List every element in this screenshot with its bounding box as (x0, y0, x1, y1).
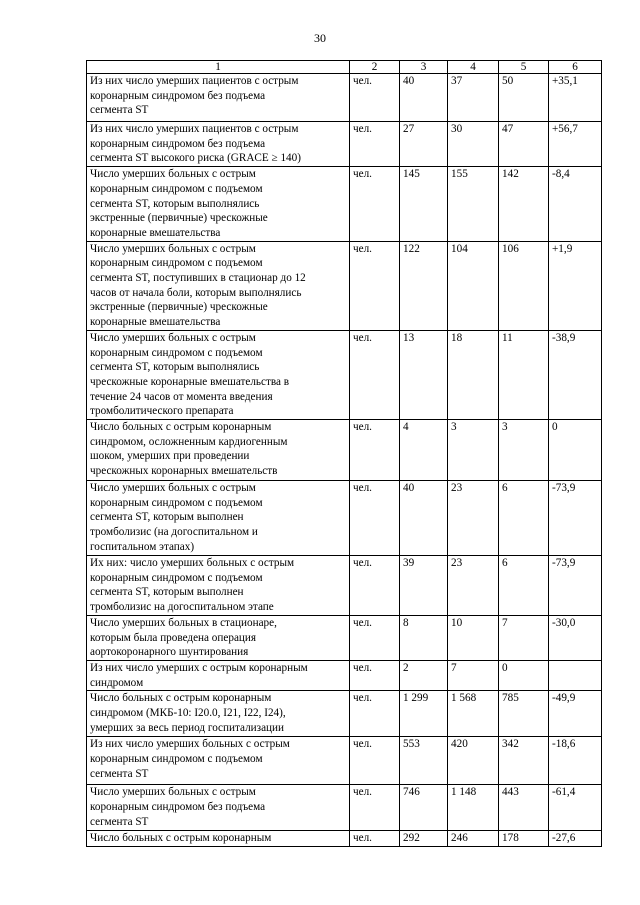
row-label-line: Из них число умерших пациентов с острым (90, 123, 299, 135)
row-unit: чел. (350, 241, 400, 330)
value-col-3: 292 (400, 830, 448, 846)
value-col-3: 40 (400, 481, 448, 556)
value-col-5: 50 (499, 74, 549, 122)
row-label-line: шоком, умерших при проведении (90, 450, 250, 463)
row-label-line: Из них число умерших пациентов с острым (90, 75, 299, 87)
row-label (87, 330, 350, 419)
row-label-line: коронарным синдромом с подъемом (90, 257, 263, 270)
row-label-line: Число умерших больных в стационаре, (90, 616, 277, 629)
row-label-line: Число умерших больных с острым (90, 242, 256, 255)
row-label-line: Из них число умерших с острым коронарным (90, 661, 308, 674)
value-col-3: 553 (400, 737, 448, 785)
row-unit: чел. (350, 660, 400, 690)
row-unit: чел. (350, 330, 400, 419)
value-col-5: 142 (499, 167, 549, 242)
value-col-6 (549, 660, 602, 690)
row-unit: чел. (350, 420, 400, 481)
row-label-line: коронарным синдромом с подъемом (90, 346, 263, 359)
row-unit: чел. (350, 691, 400, 737)
row-unit: чел. (350, 785, 400, 830)
row-label-line: коронарным синдромом с подъемом (90, 753, 263, 766)
value-col-6: -30,0 (549, 615, 602, 660)
value-col-5: 3 (499, 420, 549, 481)
row-label (87, 830, 350, 846)
row-unit: чел. (350, 167, 400, 242)
row-label-line: коронарным синдромом без подъема (90, 801, 266, 814)
table-row (87, 830, 602, 846)
value-col-6: -18,6 (549, 737, 602, 785)
row-label (87, 691, 350, 737)
header-cell-6: 6 (549, 61, 602, 74)
table-row (87, 330, 602, 419)
row-label-line: сегмента ST, поступивших в стационар до 12 (90, 272, 306, 285)
table-row (87, 122, 602, 167)
row-label-line: аортокоронарного шунтирования (90, 646, 249, 659)
row-label-line: сегмента ST, которым выполнен (90, 511, 244, 524)
row-label-line: коронарным синдромом без подъема (90, 137, 266, 150)
value-col-6: -73,9 (549, 556, 602, 616)
row-label-line: коронарным синдромом с подъемом (90, 182, 263, 195)
table-row (87, 691, 602, 737)
table-row (87, 167, 602, 242)
value-col-6: -8,4 (549, 167, 602, 242)
value-col-5: 342 (499, 737, 549, 785)
row-label-line: Число больных с острым коронарным (90, 692, 272, 705)
row-label (87, 785, 350, 830)
row-label (87, 737, 350, 785)
value-col-3: 40 (400, 74, 448, 122)
header-cell-3: 3 (400, 61, 448, 74)
value-col-4: 3 (448, 420, 499, 481)
table-row (87, 737, 602, 785)
value-col-5: 0 (499, 660, 549, 690)
row-label-line: Из них число умерших больных с острым (90, 738, 290, 751)
row-label-line: течение 24 часов от момента введения (90, 390, 273, 403)
header-cell-2: 2 (350, 61, 400, 74)
row-label-line: синдромом, осложненным кардиогенным (90, 435, 288, 448)
table-row (87, 420, 602, 481)
row-label-line: сегмента ST высокого риска (GRACE ≥ 140) (90, 152, 301, 165)
value-col-3: 27 (400, 122, 448, 167)
row-label-line: тромболитического препарата (90, 405, 234, 418)
row-label-line: синдромом (90, 676, 144, 689)
value-col-4: 1 568 (448, 691, 499, 737)
row-label-line: коронарным синдромом с подъемом (90, 571, 263, 584)
row-label (87, 420, 350, 481)
row-label (87, 615, 350, 660)
row-label (87, 660, 350, 690)
row-label-line: умерших за весь период госпитализации (90, 721, 285, 734)
value-col-3: 1 299 (400, 691, 448, 737)
row-label-line: Число больных с острым коронарным (90, 421, 272, 434)
value-col-6: 0 (549, 420, 602, 481)
value-col-5: 7 (499, 615, 549, 660)
row-label-line: коронарным синдромом без подъема (90, 89, 266, 102)
value-col-6: -61,4 (549, 785, 602, 830)
row-label-line: синдромом (МКБ-10: I20.0, I21, I22, I24), (90, 707, 286, 720)
value-col-5: 178 (499, 830, 549, 846)
value-col-6: +56,7 (549, 122, 602, 167)
row-label-line: тромболизис на догоспитальном этапе (90, 601, 274, 614)
row-label-line: чрескожные коронарные вмешательства в (90, 375, 290, 388)
value-col-6: -38,9 (549, 330, 602, 419)
table-row (87, 481, 602, 556)
value-col-4: 7 (448, 660, 499, 690)
table-row (87, 556, 602, 616)
value-col-4: 23 (448, 481, 499, 556)
value-col-5: 6 (499, 556, 549, 616)
value-col-5: 443 (499, 785, 549, 830)
value-col-3: 145 (400, 167, 448, 242)
row-label-line: сегмента ST (90, 815, 149, 828)
row-label-line: коронарные вмешательства (90, 226, 221, 239)
header-cell-1: 1 (87, 61, 350, 74)
row-label-line: часов от начала боли, которым выполнялись (90, 286, 302, 299)
table-row (87, 785, 602, 830)
row-label-line: тромболизис (на догоспитальном и (90, 526, 258, 539)
value-col-3: 13 (400, 330, 448, 419)
row-label-line: Число больных с острым коронарным (90, 831, 272, 844)
row-label-line: сегмента ST, которым выполнен (90, 586, 244, 599)
row-label-line: сегмента ST (90, 104, 149, 117)
row-unit: чел. (350, 615, 400, 660)
row-label (87, 167, 350, 242)
value-col-6: -49,9 (549, 691, 602, 737)
row-label-line: чрескожных коронарных вмешательств (90, 465, 278, 478)
value-col-6: -73,9 (549, 481, 602, 556)
header-row (87, 61, 602, 74)
row-label-line: госпитальном этапах) (90, 540, 195, 553)
value-col-4: 18 (448, 330, 499, 419)
value-col-4: 420 (448, 737, 499, 785)
row-unit: чел. (350, 74, 400, 122)
row-label-line: коронарным синдромом с подъемом (90, 496, 263, 509)
row-label (87, 556, 350, 616)
value-col-4: 30 (448, 122, 499, 167)
value-col-3: 39 (400, 556, 448, 616)
row-label-line: сегмента ST, которым выполнялись (90, 197, 260, 210)
value-col-4: 23 (448, 556, 499, 616)
row-unit: чел. (350, 122, 400, 167)
table-row (87, 241, 602, 330)
table-row (87, 660, 602, 690)
value-col-5: 47 (499, 122, 549, 167)
row-label-line: экстренные (первичные) чрескожные (90, 212, 268, 225)
value-col-3: 746 (400, 785, 448, 830)
row-label (87, 122, 350, 167)
row-label (87, 74, 350, 122)
value-col-4: 1 148 (448, 785, 499, 830)
value-col-4: 246 (448, 830, 499, 846)
row-label-line: сегмента ST, которым выполнялись (90, 361, 260, 374)
value-col-5: 11 (499, 330, 549, 419)
value-col-3: 4 (400, 420, 448, 481)
row-label (87, 241, 350, 330)
row-label-line: сегмента ST (90, 767, 149, 780)
value-col-4: 155 (448, 167, 499, 242)
value-col-5: 6 (499, 481, 549, 556)
value-col-6: +35,1 (549, 74, 602, 122)
row-label-line: Число умерших больных с острым (90, 482, 256, 495)
value-col-4: 104 (448, 241, 499, 330)
value-col-6: +1,9 (549, 241, 602, 330)
page-number: 30 (314, 31, 326, 45)
row-label-line: Число умерших больных с острым (90, 331, 256, 344)
row-label-line: Число умерших больных с острым (90, 168, 256, 181)
header-cell-5: 5 (499, 61, 549, 74)
row-label-line: которым была проведена операция (90, 631, 257, 644)
value-col-3: 8 (400, 615, 448, 660)
value-col-4: 37 (448, 74, 499, 122)
value-col-3: 122 (400, 241, 448, 330)
table-row (87, 74, 602, 122)
value-col-4: 10 (448, 615, 499, 660)
row-label-line: экстренные (первичные) чрескожные (90, 301, 268, 314)
value-col-5: 785 (499, 691, 549, 737)
row-unit: чел. (350, 481, 400, 556)
value-col-3: 2 (400, 660, 448, 690)
value-col-5: 106 (499, 241, 549, 330)
row-unit: чел. (350, 830, 400, 846)
row-label-line: Их них: число умерших больных с острым (90, 557, 295, 570)
table-row (87, 615, 602, 660)
row-label-line: Число умерших больных с острым (90, 786, 256, 799)
row-label-line: коронарные вмешательства (90, 316, 221, 329)
header-cell-4: 4 (448, 61, 499, 74)
row-unit: чел. (350, 737, 400, 785)
row-unit: чел. (350, 556, 400, 616)
value-col-6: -27,6 (549, 830, 602, 846)
row-label (87, 481, 350, 556)
data-table (86, 60, 602, 847)
